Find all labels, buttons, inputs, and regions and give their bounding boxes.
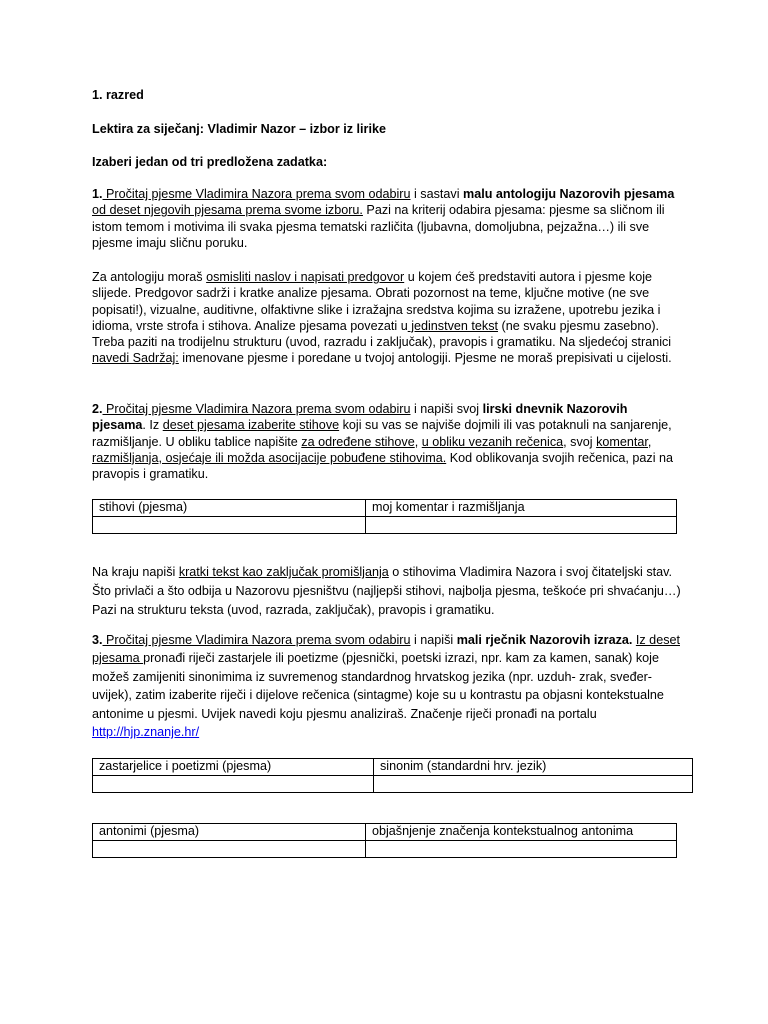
table-row xyxy=(93,517,677,534)
task-2-paragraph: 2. Pročitaj pjesme Vladimira Nazora prema svom odabiru i napiši svoj lirski dnevnik Nazorovih pjesama. Iz deset pjesama izaberite stihove koji su vas se najviše dojmili ili vas potaknuli na sanjarenje, razmišljanje. U obliku tablice napišite za određene stihove, u obliku vezanih rečenica, svoj komentar, razmišljanja, osjećaje ili možda asocijacije pobuđene stihovima. Kod oblikovanja svojih rečenica, pazi na pravopis i gramatiku. xyxy=(92,402,674,482)
grade-heading: 1. razred xyxy=(92,88,144,102)
task-3-paragraph: 3. Pročitaj pjesme Vladimira Nazora prema svom odabiru i napiši mali rječnik Nazorovih izraza. Iz deset pjesama pronađi riječi zastarjele ili poetizme (pjesnički, poetski izrazi, npr. kam za kamen, sanak) koje možeš zamijeniti sinonimima iz suvremenog standardnog hrvatskog jezika (npr. uzduh- zrak, sveđer- uvijek), zatim izaberite riječi i dijelove rečenica (sintagme) koje su u kontrastu pa objasni kontekstualne antonime u pjesmi. Uvijek navedi koju pjesmu analiziraš. Značenje riječi pronađi na portalu http://hjp.znanje.hr/ xyxy=(92,633,680,740)
table-row xyxy=(93,776,693,793)
table-header-cell: sinonim (standardni hrv. jezik) xyxy=(374,759,693,776)
antonyms-table xyxy=(92,823,677,858)
task-1-number: 1. xyxy=(92,187,103,201)
hjp-portal-link[interactable]: http://hjp.znanje.hr/ xyxy=(92,725,200,740)
task-1-paragraph: 1. Pročitaj pjesme Vladimira Nazora prema svom odabiru i sastavi malu antologiju Nazorovih pjesama od deset njegovih pjesama prema svome izboru. Pazi na kriterij odabira pjesama: pjesme sa sličnom ili istom temom i motivima ili svaka pjesma tematski različita (ljubavna, domoljubna, pejzažna…) ili sve pjesme imaju sličnu poruku. xyxy=(92,187,675,250)
table-header-cell: moj komentar i razmišljanja xyxy=(366,500,677,517)
reading-title: Lektira za siječanj: Vladimir Nazor – izbor iz lirike xyxy=(92,122,386,136)
conclusion-paragraph: Na kraju napiši kratki tekst kao zaključak promišljanja o stihovima Vladimira Nazora i svoj čitateljski stav. Što privlači a što odbija u Nazorovu pjesništvu (najljepši stihovi, najbolja pjesma, teškoće pri shvaćanju…) Pazi na strukturu teksta (uvod, razrada, zaključak), pravopis i gramatiku. xyxy=(92,565,681,617)
table-cell xyxy=(366,517,677,534)
dictionary-table xyxy=(92,758,693,793)
table-row xyxy=(93,841,677,858)
table-cell xyxy=(93,517,366,534)
table-header-cell: antonimi (pjesma) xyxy=(93,824,366,841)
table-cell xyxy=(93,776,374,793)
table-header-cell: stihovi (pjesma) xyxy=(93,500,366,517)
table-header-cell: zastarjelice i poetizmi (pjesma) xyxy=(93,759,374,776)
table-row xyxy=(93,824,677,841)
choose-instruction: Izaberi jedan od tri predložena zadatka: xyxy=(92,155,328,169)
table-cell xyxy=(93,841,366,858)
table-header-cell: objašnjenje značenja kontekstualnog antonima xyxy=(366,824,677,841)
table-row xyxy=(93,500,677,517)
task-3-number: 3. xyxy=(92,633,103,647)
table-cell xyxy=(366,841,677,858)
table-cell xyxy=(374,776,693,793)
anthology-paragraph: Za antologiju moraš osmisliti naslov i napisati predgovor u kojem ćeš predstaviti autora i pjesme koje slijede. Predgovor sadrži i kratke analize pjesama. Obrati pozornost na teme, ključne motive (ne sve popisati!), vizualne, auditivne, olfaktivne slike i izražajna sredstva kojima su izražene, upotrebu jezika i idioma, vrste strofa i stihova. Analize pjesama povezati u jedinstven tekst (ne svaku pjesmu zasebno). Treba paziti na trodijelnu strukturu (uvod, razradu i zaključak), pravopis i gramatiku. Na sljedećoj stranici navedi Sadržaj: imenovane pjesme i poredane u tvojoj antologiji. Pjesme ne moraš prepisivati u cijelosti. xyxy=(92,270,672,366)
table-row xyxy=(93,759,693,776)
task-2-number: 2. xyxy=(92,402,103,416)
lyric-diary-table xyxy=(92,499,677,534)
